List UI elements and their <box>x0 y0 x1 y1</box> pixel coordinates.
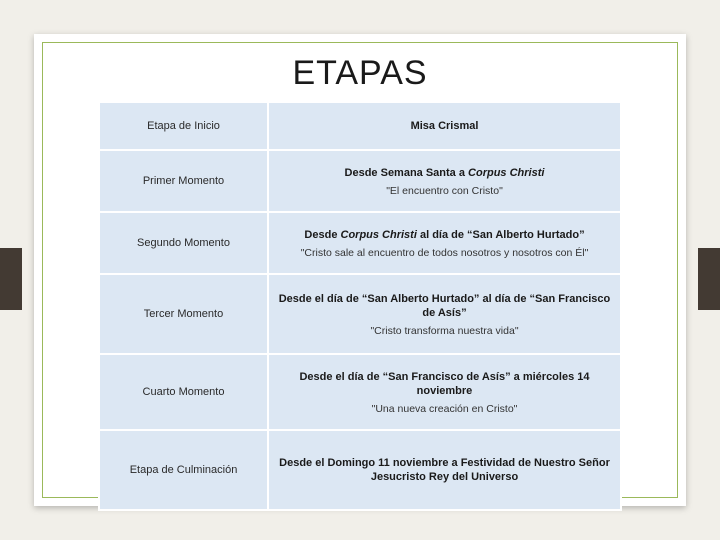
left-tab-decoration <box>0 248 22 310</box>
stage-label: Etapa de Inicio <box>99 102 268 150</box>
stage-period <box>273 166 616 180</box>
stage-period: Desde el Domingo 11 noviembre a Festividad de Nuestro Señor Jesucristo Rey del Universo <box>279 457 610 483</box>
stage-period-text: Desde Semana Santa a <box>344 166 469 179</box>
table-row <box>99 102 621 150</box>
stage-period-text: al día de “San Alberto Hurtado” <box>416 228 585 241</box>
stage-description <box>268 354 621 430</box>
stage-label: Primer Momento <box>99 150 268 212</box>
stage-motto: "Cristo transforma nuestra vida" <box>370 324 519 337</box>
table-row <box>99 274 621 354</box>
table-row <box>99 212 621 274</box>
table-row <box>99 150 621 212</box>
stage-period <box>273 228 616 242</box>
stage-description <box>268 212 621 274</box>
stage-motto: "Una nueva creación en Cristo" <box>371 402 518 415</box>
stage-label: Cuarto Momento <box>99 354 268 430</box>
stage-description <box>268 430 621 510</box>
table-row <box>99 430 621 510</box>
stage-motto: "Cristo sale al encuentro de todos nosotros y nosotros con Él" <box>300 246 589 259</box>
stage-period-italic: Corpus Christi <box>340 228 417 241</box>
stage-period-italic: Corpus Christi <box>468 166 545 179</box>
stage-label: Etapa de Culminación <box>99 430 268 510</box>
stage-motto: "El encuentro con Cristo" <box>386 184 503 197</box>
stage-period: Desde el día de “San Francisco de Asís” a miércoles 14 noviembre <box>299 370 590 397</box>
slide-title: ETAPAS <box>292 54 428 92</box>
stage-description <box>268 102 621 150</box>
stage-description <box>268 150 621 212</box>
stage-label: Tercer Momento <box>99 274 268 354</box>
stage-period: Misa Crismal <box>410 120 479 132</box>
right-tab-decoration <box>698 248 720 310</box>
table-row <box>99 354 621 430</box>
stage-period-text: Desde <box>304 228 341 241</box>
stage-description <box>268 274 621 354</box>
stage-period: Desde el día de “San Alberto Hurtado” al día de “San Francisco de Asís” <box>278 292 611 319</box>
stage-label: Segundo Momento <box>99 212 268 274</box>
stages-table <box>98 101 622 511</box>
